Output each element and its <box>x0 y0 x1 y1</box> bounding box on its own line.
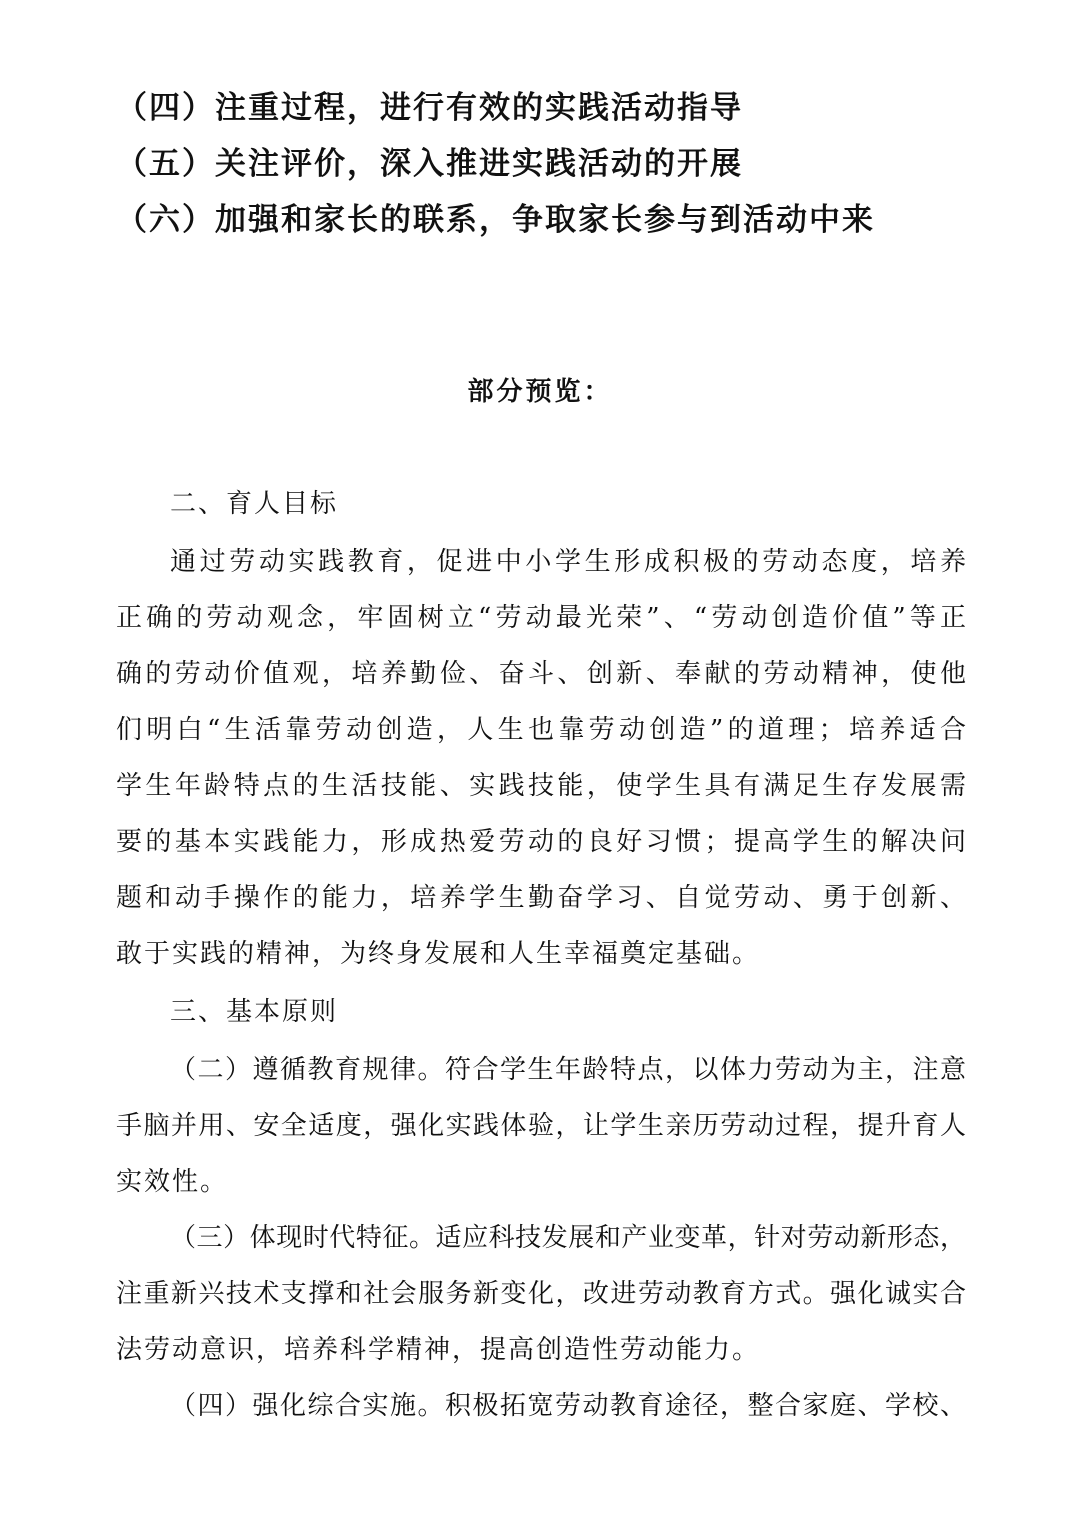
heading-item-4: （四）注重过程，进行有效的实践活动指导 <box>116 90 743 126</box>
paragraph-line: （二）遵循教育规律。符合学生年龄特点，以体力劳动为主，注意 <box>170 1055 966 1085</box>
paragraph-line: 确的劳动价值观，培养勤俭、奋斗、创新、奉献的劳动精神，使他 <box>116 659 966 689</box>
section-three-title: 三、基本原则 <box>170 997 339 1027</box>
paragraph-line: 法劳动意识，培养科学精神，提高创造性劳动能力。 <box>116 1335 761 1365</box>
paragraph-line: 敢于实践的精神，为终身发展和人生幸福奠定基础。 <box>116 939 761 969</box>
paragraph-line: 学生年龄特点的生活技能、实践技能，使学生具有满足生存发展需 <box>116 771 966 801</box>
paragraph-line: 题和动手操作的能力，培养学生勤奋学习、自觉劳动、勇于创新、 <box>116 883 966 913</box>
paragraph-line: 要的基本实践能力，形成热爱劳动的良好习惯；提高学生的解决问 <box>116 827 966 857</box>
paragraph-line: 注重新兴技术支撑和社会服务新变化，改进劳动教育方式。强化诚实合 <box>116 1279 966 1309</box>
paragraph-line: （四）强化综合实施。积极拓宽劳动教育途径，整合家庭、学校、 <box>170 1391 966 1421</box>
paragraph-line: 手脑并用、安全适度，强化实践体验，让学生亲历劳动过程，提升育人 <box>116 1111 966 1141</box>
paragraph-line: 们明白“生活靠劳动创造，人生也靠劳动创造”的道理；培养适合 <box>116 715 966 745</box>
paragraph-line: 实效性。 <box>116 1167 229 1197</box>
preview-title: 部分预览： <box>467 377 613 407</box>
paragraph-line: 通过劳动实践教育，促进中小学生形成积极的劳动态度，培养 <box>170 547 966 577</box>
heading-item-6: （六）加强和家长的联系，争取家长参与到活动中来 <box>116 202 875 238</box>
paragraph-line: 正确的劳动观念，牢固树立“劳动最光荣”、“劳动创造价值”等正 <box>116 603 966 633</box>
section-two-title: 二、育人目标 <box>170 489 339 519</box>
heading-item-5: （五）关注评价，深入推进实践活动的开展 <box>116 146 743 182</box>
paragraph-line: （三）体现时代特征。适应科技发展和产业变革，针对劳动新形态， <box>170 1223 966 1253</box>
